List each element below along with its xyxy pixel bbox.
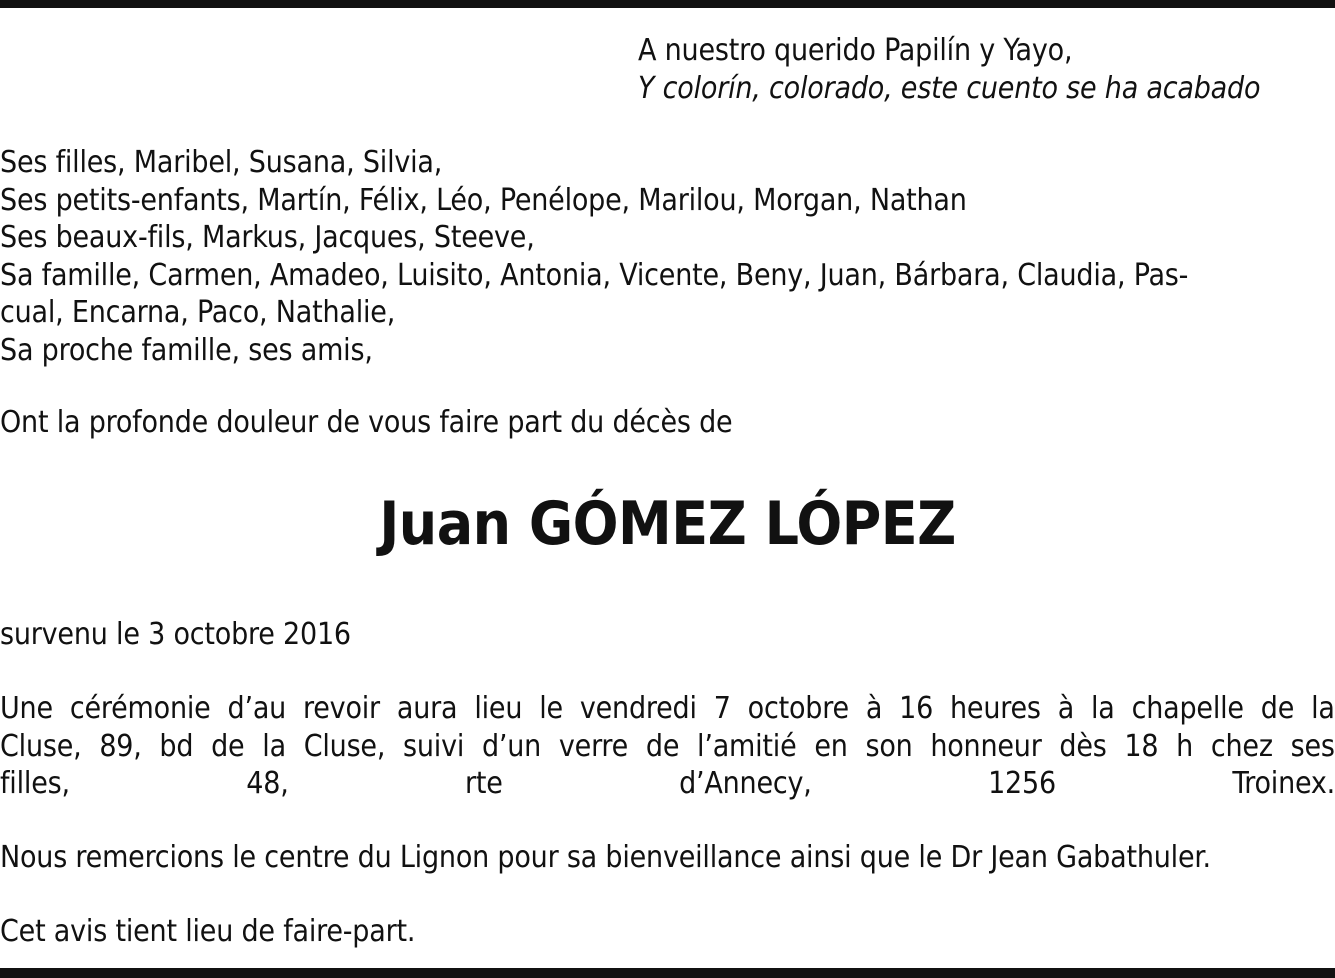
ceremony-word: l’amitié: [697, 728, 797, 764]
ceremony-word: honneur: [930, 728, 1042, 764]
ceremony-word: le: [539, 691, 563, 726]
ceremony-word: verre: [558, 728, 629, 764]
ceremony-word: dès: [1059, 728, 1107, 764]
epigraph: [638, 32, 1260, 107]
ceremony-word: h: [1176, 728, 1194, 764]
ceremony-word: suivi: [403, 728, 465, 764]
ceremony-line: [0, 690, 1335, 728]
ceremony-word: la: [1091, 691, 1115, 726]
ceremony-word: Une: [0, 691, 53, 726]
ceremony-word: de: [211, 728, 245, 764]
family-line: Ses petits-enfants, Martín, Félix, Léo, Penélope, Marilou, Morgan, Nathan: [0, 182, 967, 218]
deceased-name: Juan GÓMEZ LÓPEZ: [379, 489, 956, 559]
family-line: Sa famille, Carmen, Amadeo, Luisito, Antonia, Vicente, Beny, Juan, Bárbara, Claudia, Pas-: [0, 257, 1189, 293]
ceremony-word: en: [814, 728, 848, 764]
family-line: Ses beaux-fils, Markus, Jacques, Steeve,: [0, 220, 535, 255]
ceremony-word: revoir: [303, 691, 380, 726]
ceremony-line: filles, 48, rte d’Annecy, 1256 Troinex.: [0, 766, 1335, 801]
ceremony-word: aura: [396, 691, 458, 726]
ceremony-word: d’un: [481, 728, 542, 764]
ceremony-word: la: [262, 728, 286, 764]
top-rule: [0, 0, 1335, 8]
family-line: Sa proche famille, ses amis,: [0, 332, 373, 368]
ceremony-word: Cluse,: [303, 728, 386, 764]
ceremony-word: de: [645, 728, 680, 764]
ceremony-word: à: [1057, 691, 1075, 726]
ceremony-word: bd: [159, 728, 194, 764]
notice: Cet avis tient lieu de faire-part.: [0, 914, 416, 949]
thanks-message: Nous remercions le centre du Lignon pour sa bienveillance ainsi que le Dr Jean Gabathuler.: [0, 840, 1211, 875]
ceremony-word: cérémonie: [69, 691, 211, 726]
bottom-rule: [0, 968, 1335, 978]
announcement: Ont la profonde douleur de vous faire part du décès de: [0, 405, 733, 440]
ceremony-word: vendredi: [579, 691, 697, 726]
ceremony-word: chapelle: [1131, 691, 1244, 726]
ceremony-word: 18: [1124, 728, 1159, 764]
ceremony-word: à: [865, 691, 883, 726]
epigraph-line: A nuestro querido Papilín y Yayo,: [638, 33, 1073, 68]
ceremony-word: 16: [899, 691, 934, 726]
ceremony-word: octobre: [747, 691, 849, 726]
family-list: [0, 144, 1335, 369]
ceremony-word: la: [1311, 691, 1335, 726]
epigraph-italic-line: Y colorín, colorado, este cuento se ha acabado: [638, 70, 1261, 106]
ceremony-word: Cluse,: [0, 728, 82, 764]
ceremony-word: son: [865, 728, 913, 764]
ceremony-word: ses: [1290, 728, 1335, 764]
ceremony-word: heures: [950, 691, 1041, 726]
ceremony-word: de: [1260, 691, 1295, 726]
ceremony-line: [0, 728, 1335, 766]
ceremony-word: chez: [1210, 728, 1273, 764]
ceremony-word: 7: [713, 691, 731, 726]
ceremony-details: [0, 690, 1335, 803]
family-line: cual, Encarna, Paco, Nathalie,: [0, 295, 396, 330]
family-line: Ses filles, Maribel, Susana, Silvia,: [0, 145, 443, 180]
ceremony-word: d’au: [227, 691, 287, 726]
ceremony-word: 89,: [99, 728, 142, 764]
ceremony-word: lieu: [474, 691, 523, 726]
death-date: survenu le 3 octobre 2016: [0, 617, 351, 652]
